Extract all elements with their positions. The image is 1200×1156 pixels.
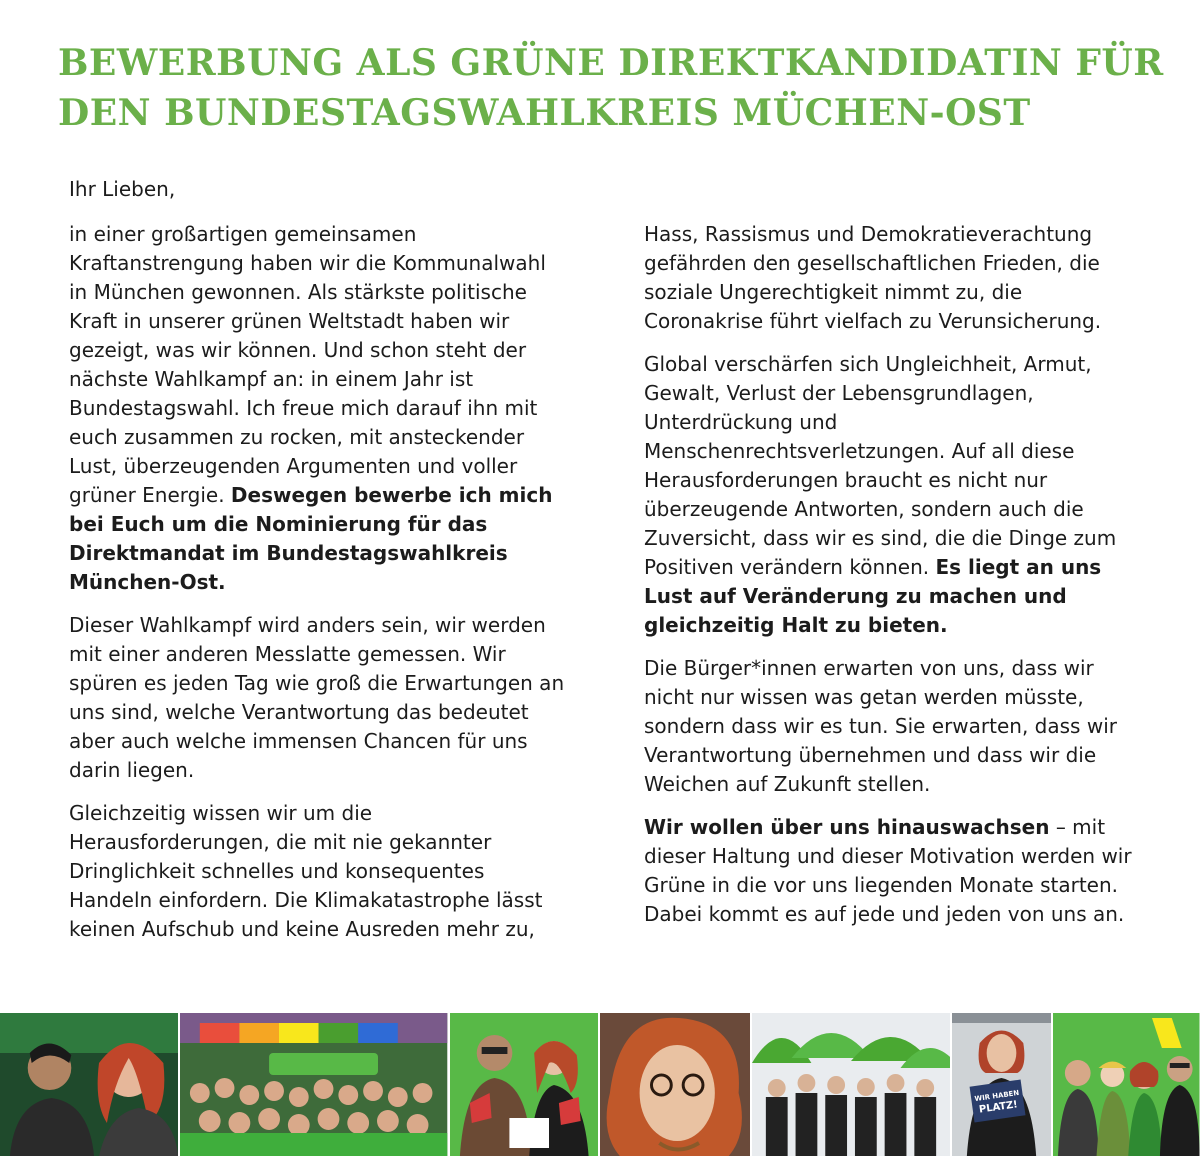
right-p2-bold: Es liegt an uns Lust auf Veränderung zu machen und gleichzeitig Halt zu bieten. [644,555,1102,637]
right-paragraph-1: Hass, Rassismus und Demokratieverachtung gefährden den gesellschaftlichen Frieden, die soziale Ungerechtigkeit nimmt zu, die Coronakrise führt vielfach zu Verunsicherung. [644,222,1102,333]
photo-sign-holder [952,1013,1053,1156]
left-column [69,220,569,958]
page-title [58,38,1168,138]
sign-line-2: PLATZ! [978,1099,1019,1116]
photo-group-green-wall [1053,1013,1200,1156]
photo-portrait-glasses [600,1013,752,1156]
right-p4-text: – mit dieser Haltung und dieser Motivation werden wir Grüne in die vor uns liegenden Monate starten. Dabei kommt es auf jede und jeden von uns an. [644,815,1132,926]
photo-conversation [0,1013,180,1156]
left-paragraph-2: Dieser Wahlkampf wird anders sein, wir werden mit einer anderen Messlatte gemessen. Wir spüren es jeden Tag wie groß die Erwartungen an uns sind, welche Verantwortung das bedeutet aber auch welche immensen Chancen für uns darin liegen. [69,613,565,782]
photo-group-umbrellas [752,1013,952,1156]
photo-two-people-hands [450,1013,601,1156]
right-column [644,220,1144,943]
right-p4-bold: Wir wollen über uns hinauswachsen [644,815,1050,839]
photo-strip [0,1013,1200,1156]
right-paragraph-3: Die Bürger*innen erwarten von uns, dass wir nicht nur wissen was getan werden müsste, sondern dass wir es tun. Sie erwarten, dass wir Verantwortung übernehmen und dass wir die Weichen auf Zukunft stellen. [644,656,1117,796]
photo-group-pride [180,1013,449,1156]
left-paragraph-1 [69,220,569,597]
right-paragraph-2 [644,350,1144,640]
left-p1-bold: Deswegen bewerbe ich mich bei Euch um die Nominierung für das Direktmandat im Bundestagswahlkreis München-Ost. [69,483,553,594]
title-line-2: DEN BUNDESTAGSWAHLKREIS MÜCHEN-OST [58,92,1031,134]
sign-line-1: WIR HABEN [974,1088,1021,1104]
greeting: Ihr Lieben, [69,177,176,201]
right-p2-text: Global verschärfen sich Ungleichheit, Armut, Gewalt, Verlust der Lebensgrundlagen, Unterdrückung und Menschenrechtsverletzungen. Auf all diese Herausforderungen braucht es nicht nur überzeugende Antworten, sondern auch die Zuversicht, dass wir es sind, die die Dinge zum Positiven verändern können. [644,352,1117,579]
title-line-1: BEWERBUNG ALS GRÜNE DIREKTKANDIDATIN FÜR [58,42,1164,84]
left-p1-text: in einer großartigen gemeinsamen Kraftanstrengung haben wir die Kommunalwahl in München gewonnen. Als stärkste politische Kraft in unserer grünen Weltstadt haben wir gezeigt, was wir können. Und schon steht der nächste Wahlkampf an: in einem Jahr ist Bundestagswahl. Ich freue mich darauf ihn mit euch zusammen zu rocken, mit ansteckender Lust, überzeugenden Argumenten und voller grüner Energie. [69,222,546,507]
left-paragraph-3: Gleichzeitig wissen wir um die Herausforderungen, die mit nie gekannter Dringlichkeit schnelles und konsequentes Handeln einfordern. Die Klimakatastrophe lässt keinen Aufschub und keine Ausreden mehr zu, [69,801,543,941]
right-paragraph-4 [644,813,1144,929]
